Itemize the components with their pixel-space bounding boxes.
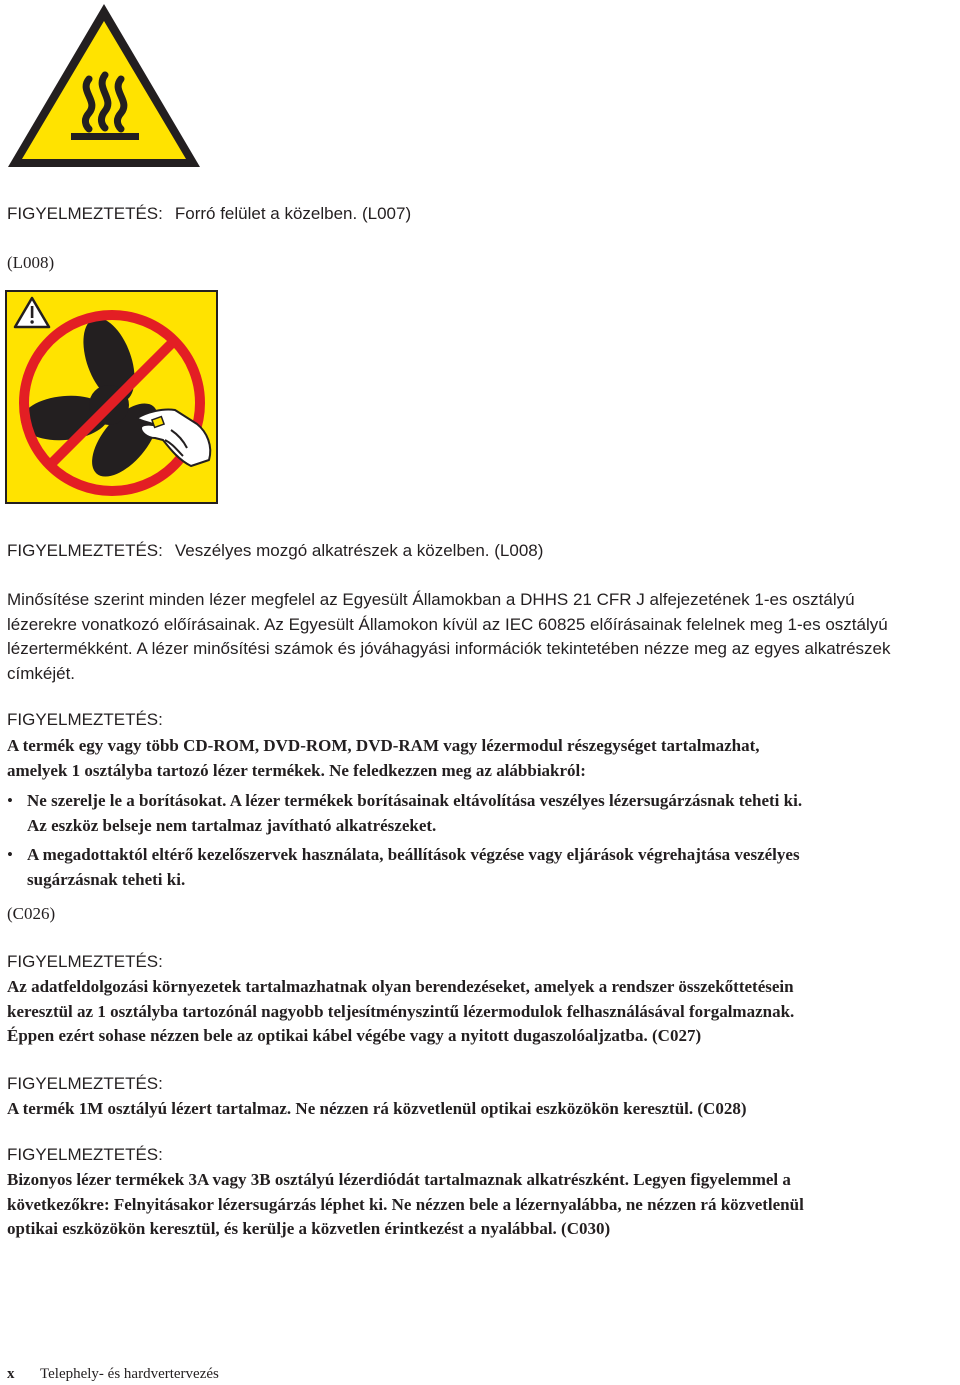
- c027-label: FIGYELMEZTETÉS:: [7, 952, 163, 971]
- paragraph-line: A termék 1M osztályú lézert tartalmaz. Ne nézzen rá közvetlenül optikai eszközökön keresztül. (C028): [7, 1099, 747, 1118]
- paragraph-line: optikai eszközökön keresztül, és kerülje a közvetlen érintkezést a nyalábbal. (C030): [7, 1219, 611, 1238]
- paragraph-line: Bizonyos lézer termékek 3A vagy 3B osztályú lézerdiódát tartalmaznak alkatrészként. Legyen figyelemmel a: [7, 1170, 791, 1189]
- c026-bullet-2: [27, 843, 957, 892]
- c030-text: [7, 1168, 952, 1242]
- c027-text: [7, 975, 952, 1049]
- laser-classification-paragraph: [7, 588, 952, 686]
- footer-title: Telephely- és hardvertervezés: [40, 1366, 219, 1382]
- bullet-marker: •: [7, 845, 13, 864]
- paragraph-line: lézerekre vonatkozó előírásainak. Az Egyesült Államokon kívül az IEC 60825 előírásainak felelnek meg 1-es osztályú: [7, 614, 888, 634]
- hot-surface-notice: [7, 204, 411, 224]
- moving-fan-blades-prohibition-icon: [5, 290, 218, 504]
- paragraph-line: címkéjét.: [7, 663, 76, 683]
- c026-bullet-1: [27, 789, 957, 838]
- page-number: x: [7, 1366, 15, 1382]
- notice-text: Forró felület a közelben. (L007): [174, 204, 412, 223]
- c030-label: FIGYELMEZTETÉS:: [7, 1145, 163, 1164]
- c028-text: [7, 1097, 952, 1122]
- l008-code: (L008): [7, 253, 55, 272]
- paragraph-line: Az adatfeldolgozási környezetek tartalmazhatnak olyan berendezéseket, amelyek a rendszer összekőttetésein: [7, 977, 794, 996]
- notice-text: Veszélyes mozgó alkatrészek a közelben. (L008): [174, 541, 544, 560]
- paragraph-line: A termék egy vagy több CD-ROM, DVD-ROM, DVD-RAM vagy lézermodul részegységet tartalmazhat,: [7, 736, 760, 755]
- bullet-line: A megadottaktól eltérő kezelőszervek használata, beállítások végzése vagy eljárások végrehajtása veszélyes: [27, 845, 800, 864]
- paragraph-line: keresztül az 1 osztályba tartozónál nagyobb teljesítményszintű lézermodulok felhasználásával forgalmaznak.: [7, 1001, 795, 1021]
- notice-label: FIGYELMEZTETÉS:: [7, 541, 163, 560]
- hot-surface-warning-icon: [5, 1, 203, 171]
- bullet-line: Az eszköz belseje nem tartalmaz javítható alkatrészeket.: [27, 815, 437, 835]
- c026-code: (C026): [7, 904, 56, 923]
- paragraph-line: amelyek 1 osztályba tartozó lézer termékek. Ne feledkezzen meg az alábbiakról:: [7, 760, 586, 780]
- paragraph-line: Éppen ezért sohase nézzen bele az optikai kábel végébe vagy a nyitott dugaszolóaljzatba. (C027): [7, 1026, 702, 1045]
- c026-label: FIGYELMEZTETÉS:: [7, 710, 163, 729]
- notice-label: FIGYELMEZTETÉS:: [7, 204, 163, 223]
- paragraph-line: lézertermékként. A lézer minősítési számok és jóváhagyási információk tekintetében nézze meg az egyes alkatrészek: [7, 639, 891, 658]
- bullet-marker: •: [7, 791, 13, 810]
- c028-label: FIGYELMEZTETÉS:: [7, 1074, 163, 1093]
- c026-text: [7, 734, 952, 783]
- bullet-line: Ne szerelje le a borításokat. A lézer termékek borításainak eltávolítása veszélyes lézersugárzásnak teheti ki.: [27, 791, 803, 810]
- moving-parts-notice: [7, 541, 543, 561]
- paragraph-line: következőkre: Felnyitásakor lézersugárzás léphet ki. Ne nézzen bele a lézernyalábba, ne nézzen rá közvetlenül: [7, 1194, 804, 1214]
- paragraph-line: Minősítése szerint minden lézer megfelel az Egyesült Államokban a DHHS 21 CFR J alfejezetének 1-es osztályú: [7, 590, 855, 609]
- bullet-line: sugárzásnak teheti ki.: [27, 869, 186, 889]
